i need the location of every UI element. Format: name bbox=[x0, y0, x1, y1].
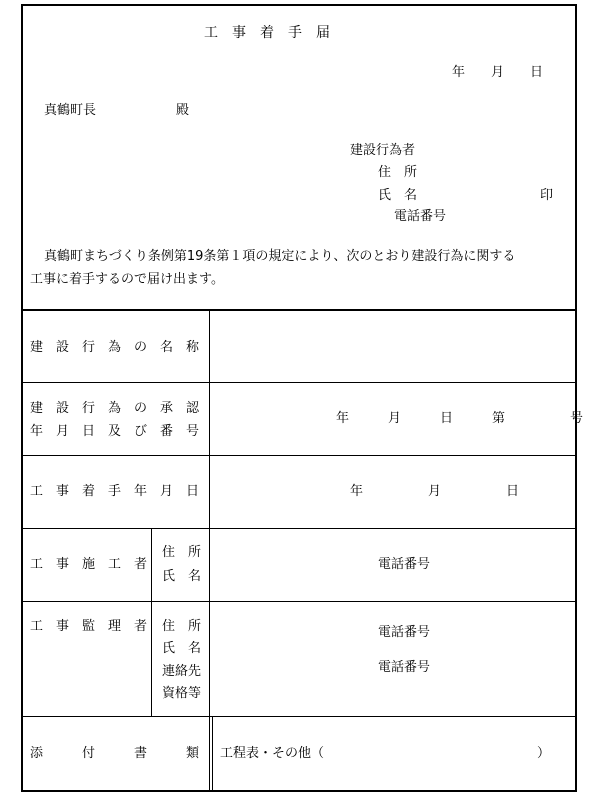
seal-label: 印 bbox=[540, 188, 554, 203]
supervisor-phone-label-1: 電話番号 bbox=[378, 625, 431, 640]
row-start-date-label: 工 事 着 手 年 月 日 bbox=[30, 484, 200, 499]
row-divider bbox=[21, 716, 577, 717]
row-divider bbox=[21, 601, 577, 602]
attachments-value-suffix: ） bbox=[537, 746, 551, 761]
sub-label-divider bbox=[151, 528, 152, 716]
form-title: 工 事 着 手 届 bbox=[204, 25, 330, 41]
row-attachments-label: 添 付 書 類 bbox=[30, 746, 200, 761]
date-label: 年 月 日 bbox=[452, 65, 544, 80]
applicant-name-label: 氏 名 bbox=[378, 188, 418, 203]
label-column-divider-lower bbox=[209, 716, 210, 792]
statement-line-1: 真鶴町まちづくり条例第19条第１項の規定により、次のとおり建設行為に関する bbox=[44, 249, 516, 264]
statement-line-2: 工事に着手するので届け出ます。 bbox=[30, 272, 224, 287]
label-column-divider bbox=[209, 310, 210, 717]
honorific: 殿 bbox=[176, 103, 190, 118]
row-supervisor-label: 工 事 監 理 者 bbox=[30, 619, 148, 634]
applicant-heading: 建設行為者 bbox=[350, 143, 416, 158]
row-divider bbox=[21, 382, 577, 383]
supervisor-name-label: 氏 名 bbox=[162, 641, 202, 656]
applicant-phone-label: 電話番号 bbox=[394, 209, 447, 224]
form-top-frame bbox=[21, 4, 577, 311]
contractor-name-label: 氏 名 bbox=[162, 569, 202, 584]
attachments-value-prefix: 工程表・その他（ bbox=[220, 746, 325, 761]
start-date-value[interactable]: 年 月 日 bbox=[350, 484, 520, 499]
row-approval-label-line-1: 建 設 行 為 の 承 認 bbox=[30, 401, 200, 416]
supervisor-qualification-label: 資格等 bbox=[162, 686, 202, 701]
label-column-divider-double bbox=[212, 716, 213, 792]
contractor-phone-label: 電話番号 bbox=[378, 557, 431, 572]
contractor-address-label: 住 所 bbox=[162, 545, 202, 560]
addressee: 真鶴町長 bbox=[44, 103, 97, 118]
row-divider bbox=[21, 528, 577, 529]
row-contractor-label: 工 事 施 工 者 bbox=[30, 557, 148, 572]
supervisor-phone-label-2: 電話番号 bbox=[378, 660, 431, 675]
row-approval-label-line-2: 年 月 日 及 び 番 号 bbox=[30, 424, 200, 439]
approval-date-number-value[interactable]: 年 月 日 第 号 bbox=[336, 411, 584, 426]
row-project-name-label: 建 設 行 為 の 名 称 bbox=[30, 340, 200, 355]
row-divider bbox=[21, 455, 577, 456]
supervisor-contact-label: 連絡先 bbox=[162, 664, 202, 679]
supervisor-address-label: 住 所 bbox=[162, 619, 202, 634]
applicant-address-label: 住 所 bbox=[378, 165, 418, 180]
project-name-value[interactable] bbox=[213, 312, 573, 380]
